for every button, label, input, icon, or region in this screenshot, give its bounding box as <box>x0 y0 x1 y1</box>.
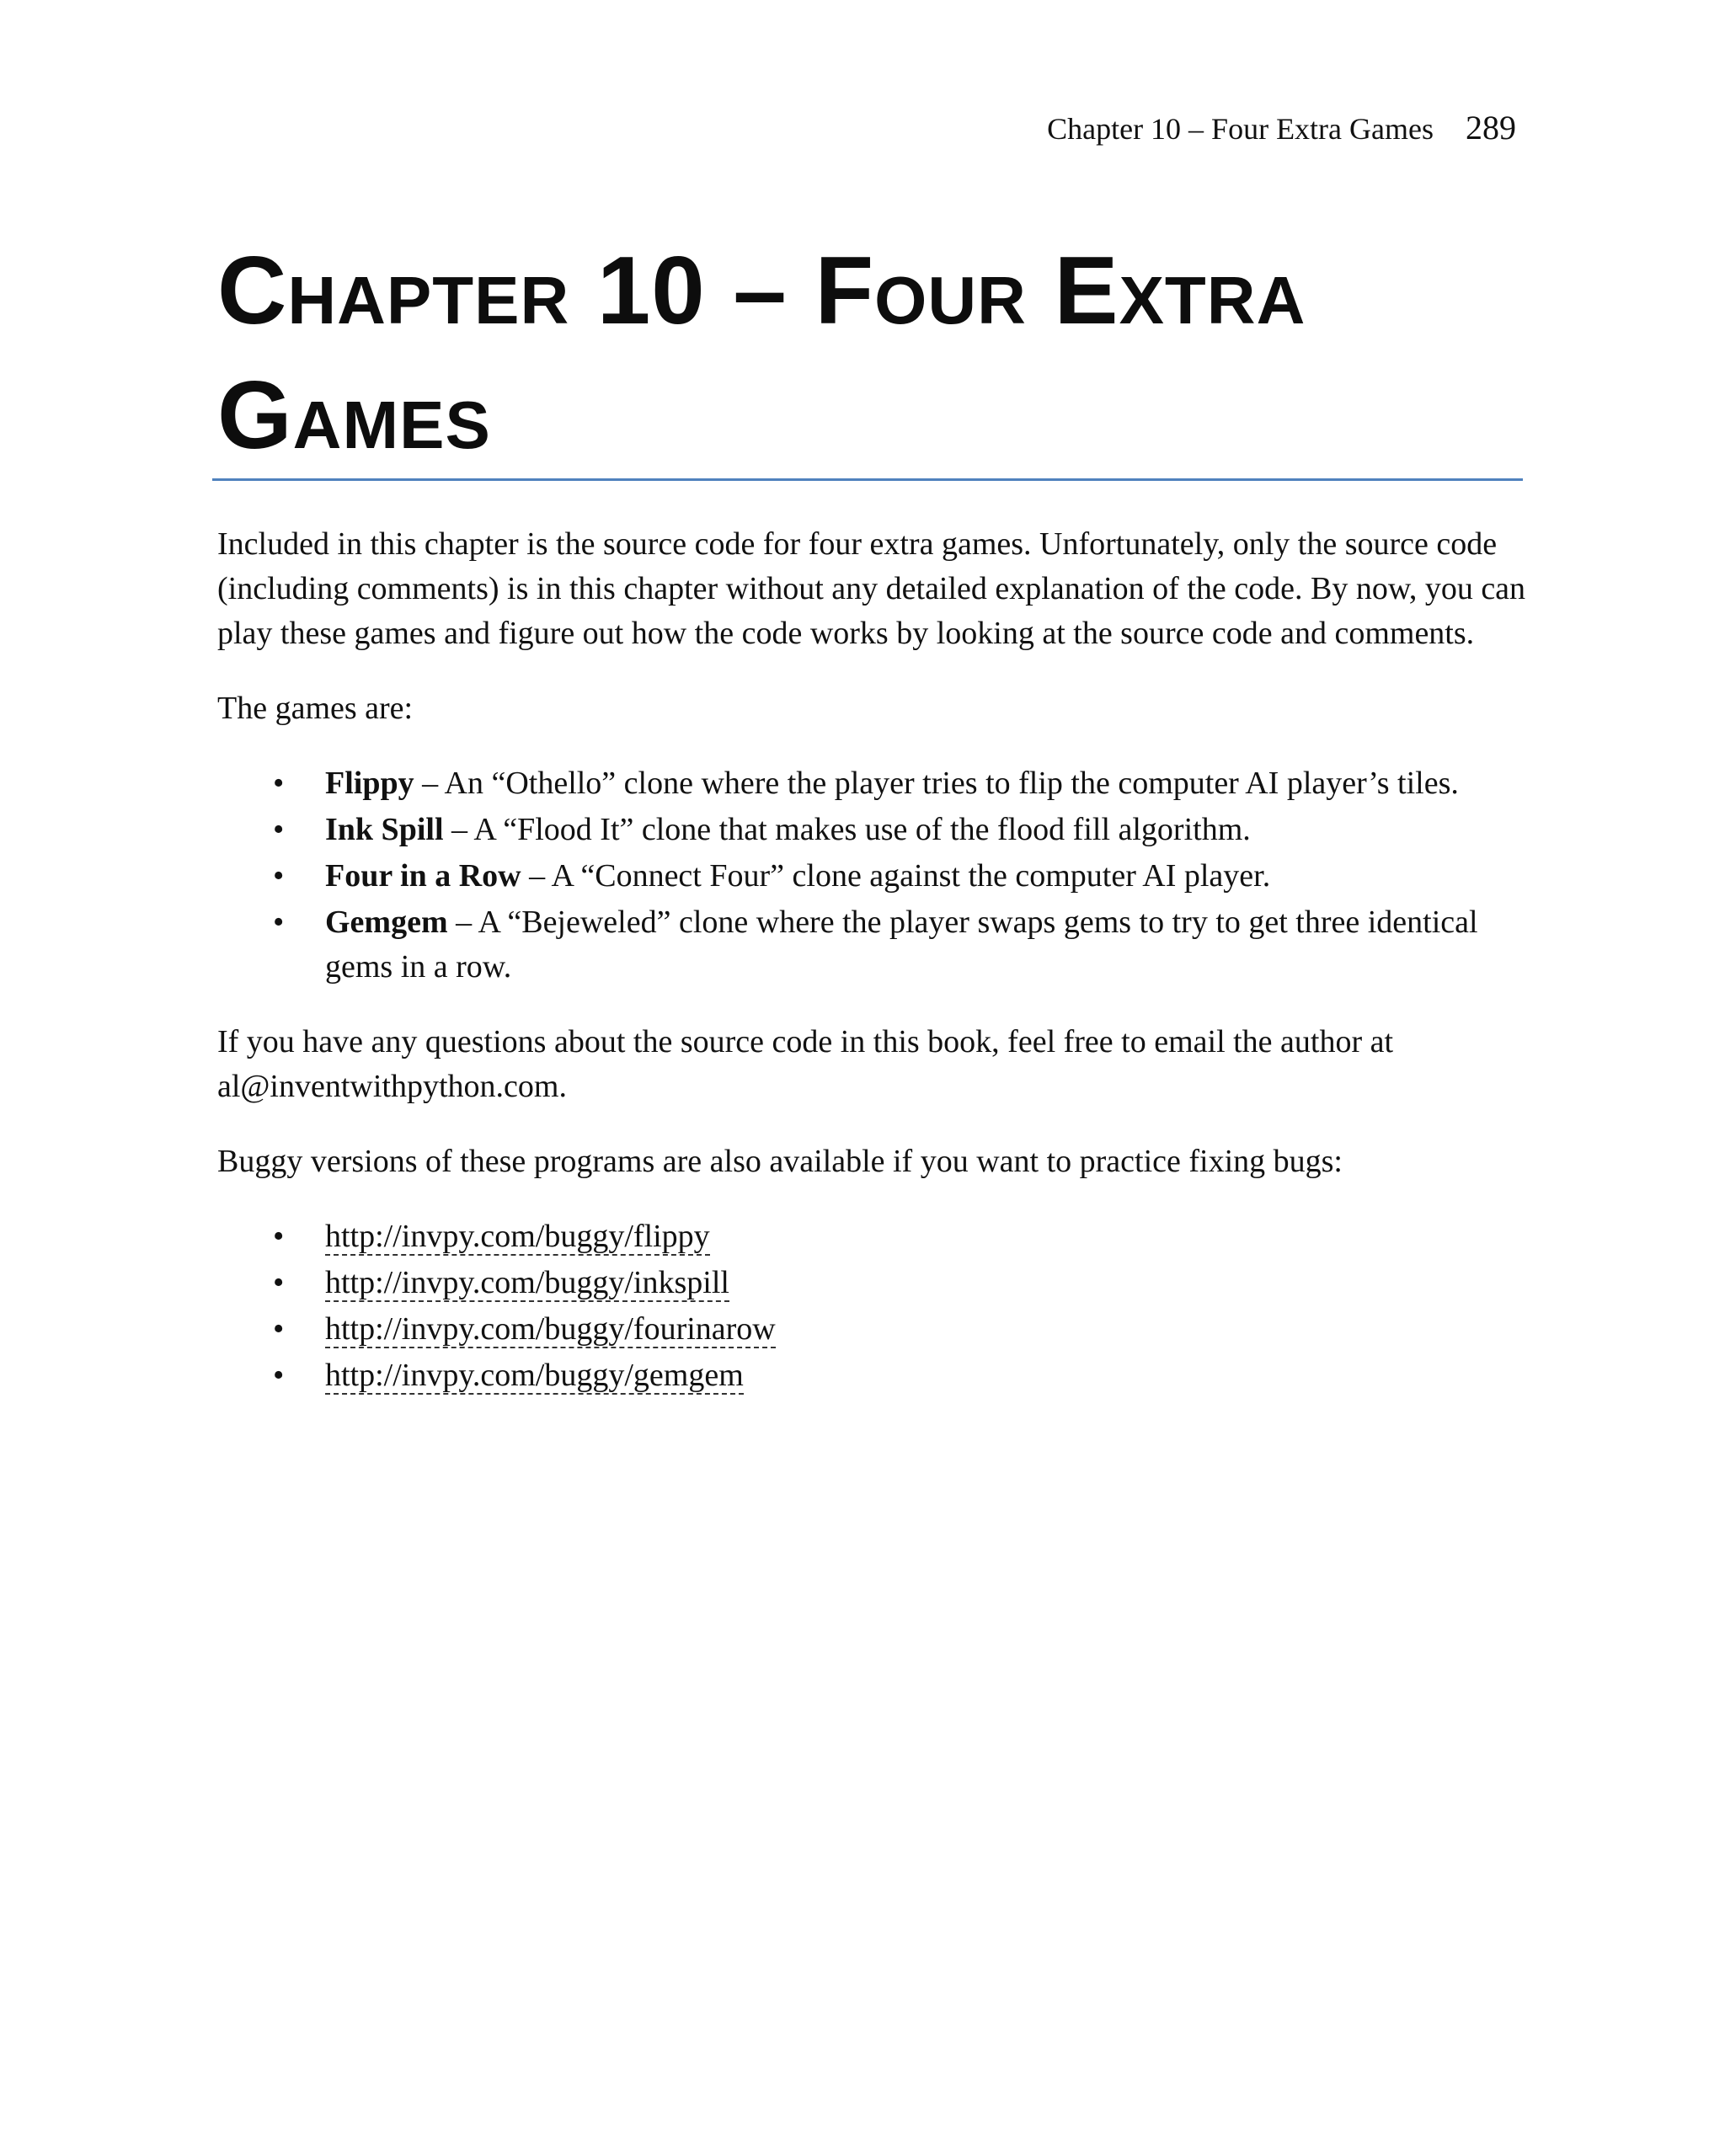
bullet-icon: • <box>273 1265 285 1300</box>
game-description: – A “Connect Four” clone against the computer AI player. <box>521 858 1271 894</box>
link-item-fourinarow <box>217 1307 1531 1352</box>
game-name: Four in a Row <box>325 858 521 894</box>
running-title: Chapter 10 – Four Extra Games <box>1047 112 1434 146</box>
contact-paragraph: If you have any questions about the source code in this book, feel free to email the author at al@inventwithpython.com. <box>217 1024 1394 1104</box>
bullet-icon: • <box>273 905 285 940</box>
link-buggy-gemgem[interactable]: http://invpy.com/buggy/gemgem <box>325 1358 744 1393</box>
bullet-icon: • <box>273 1358 285 1393</box>
bullet-icon: • <box>273 766 285 801</box>
game-name: Flippy <box>325 766 414 801</box>
list-item-ink-spill <box>217 808 1531 852</box>
link-buggy-flippy[interactable]: http://invpy.com/buggy/flippy <box>325 1219 710 1254</box>
games-list <box>217 761 1531 990</box>
game-name: Gemgem <box>325 905 448 940</box>
link-buggy-inkspill[interactable]: http://invpy.com/buggy/inkspill <box>325 1265 729 1300</box>
chapter-title: Chapter 10 – Four Extra Games <box>217 237 1306 469</box>
bullet-icon: • <box>273 812 285 847</box>
game-description: – A “Bejeweled” clone where the player swaps gems to try to get three identical gems in a row. <box>325 905 1478 985</box>
link-item-gemgem <box>217 1353 1531 1398</box>
list-item-four-in-a-row <box>217 854 1531 899</box>
list-item-gemgem <box>217 900 1531 990</box>
running-header <box>1047 108 1516 149</box>
bullet-icon: • <box>273 858 285 894</box>
title-underline-rule <box>212 478 1523 481</box>
link-buggy-fourinarow[interactable]: http://invpy.com/buggy/fourinarow <box>325 1311 776 1347</box>
games-heading: The games are: <box>217 691 414 726</box>
buggy-versions-paragraph: Buggy versions of these programs are also available if you want to practice fixing bugs: <box>217 1144 1343 1179</box>
game-description: – An “Othello” clone where the player tries to flip the computer AI player’s tiles. <box>414 766 1459 801</box>
intro-paragraph: Included in this chapter is the source code for four extra games. Unfortunately, only the source code (including comments) is in this chapter without any detailed explanation of the code. By now, you can play these games and figure out how the code works by looking at the source code and comments. <box>217 526 1526 651</box>
page-number: 289 <box>1466 109 1516 147</box>
link-item-inkspill <box>217 1261 1531 1305</box>
link-item-flippy <box>217 1214 1531 1259</box>
game-name: Ink Spill <box>325 812 444 847</box>
bullet-icon: • <box>273 1219 285 1254</box>
list-item-flippy <box>217 761 1531 806</box>
buggy-links-list <box>217 1214 1531 1398</box>
game-description: – A “Flood It” clone that makes use of the flood fill algorithm. <box>443 812 1251 847</box>
bullet-icon: • <box>273 1311 285 1347</box>
chapter-body <box>217 522 1531 1428</box>
